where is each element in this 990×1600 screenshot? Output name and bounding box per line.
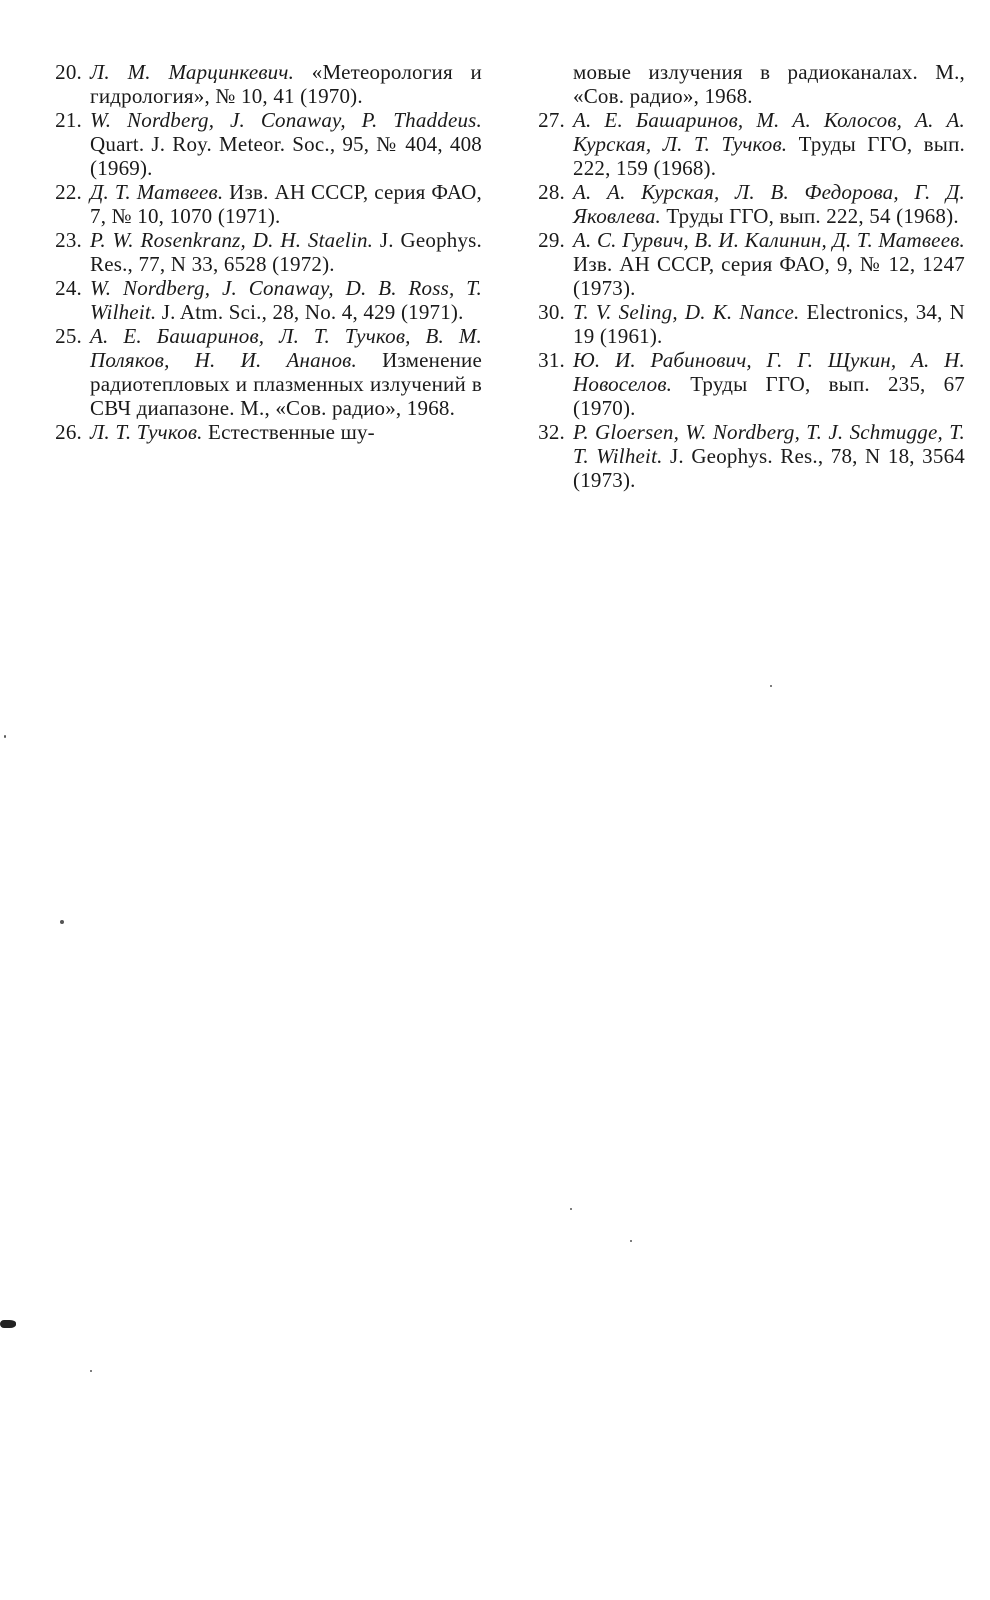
scan-speck — [0, 1320, 16, 1328]
reference-authors: Л. Т. Тучков. — [90, 420, 203, 444]
reference-29 — [523, 228, 965, 300]
reference-source: Quart. J. Roy. Meteor. Soc., 95, № 404, 408 (1969). — [90, 132, 482, 180]
reference-source: Естественные шу- — [202, 420, 375, 444]
reference-source: J. Geophys. Res., 78, N 18, 3564 (1973). — [573, 444, 965, 492]
reference-authors: T. V. Seling, D. K. Nance. — [573, 300, 800, 324]
reference-authors: P. W. Rosenkranz, D. H. Staelin. — [90, 228, 374, 252]
reference-number: 25. — [55, 324, 82, 348]
reference-source: Изв. АН СССР, серия ФАО, 9, № 12, 1247 (1973). — [573, 252, 965, 300]
reference-authors: W. Nordberg, J. Conaway, P. Thaddeus. — [90, 108, 482, 132]
scan-speck — [4, 735, 6, 738]
right-column — [523, 60, 965, 492]
reference-number: 21. — [55, 108, 82, 132]
scan-speck — [630, 1240, 632, 1242]
reference-27 — [523, 108, 965, 180]
scan-speck — [770, 685, 772, 687]
reference-source: Изменение радиотепловых и плазменных излучений в СВЧ диапазоне. М., «Сов. радио», 1968. — [90, 348, 482, 420]
reference-source: Electronics, 34, N 19 (1961). — [573, 300, 965, 348]
reference-31 — [523, 348, 965, 420]
reference-source: J. Atm. Sci., 28, No. 4, 429 (1971). — [156, 300, 464, 324]
reference-number: 23. — [55, 228, 82, 252]
reference-number: 32. — [538, 420, 565, 444]
reference-number: 27. — [538, 108, 565, 132]
scan-speck — [570, 1208, 572, 1210]
reference-21 — [40, 108, 482, 180]
reference-number: 20. — [55, 60, 82, 84]
reference-number: 29. — [538, 228, 565, 252]
reference-authors: А. Е. Башаринов, М. А. Колосов, А. А. Курская, Л. Т. Тучков. — [573, 108, 965, 156]
reference-source: «Метеорология и гидрология», № 10, 41 (1970). — [90, 60, 482, 108]
reference-authors: А. С. Гурвич, В. И. Калинин, Д. Т. Матвеев. — [573, 228, 965, 252]
left-column — [40, 60, 482, 444]
reference-source: Труды ГГО, вып. 235, 67 (1970). — [573, 372, 965, 420]
reference-authors: Ю. И. Рабинович, Г. Г. Щукин, А. Н. Новоселов. — [573, 348, 965, 396]
reference-authors: А. Е. Башаринов, Л. Т. Тучков, В. М. Поляков, Н. И. Ананов. — [90, 324, 482, 372]
scan-speck — [60, 920, 64, 924]
reference-authors: W. Nordberg, J. Conaway, D. B. Ross, T. Wilheit. — [90, 276, 482, 324]
reference-30 — [523, 300, 965, 348]
reference-number: 24. — [55, 276, 82, 300]
reference-28 — [523, 180, 965, 228]
reference-source: J. Geophys. Res., 77, N 33, 6528 (1972). — [90, 228, 482, 276]
reference-authors: Д. Т. Матвеев. — [90, 180, 224, 204]
reference-26 — [40, 420, 482, 444]
reference-number: 26. — [55, 420, 82, 444]
reference-23 — [40, 228, 482, 276]
reference-25 — [40, 324, 482, 420]
reference-26-continuation: мовые излучения в радиоканалах. М., «Сов. радио», 1968. — [573, 60, 965, 108]
reference-source: Труды ГГО, вып. 222, 159 (1968). — [573, 132, 965, 180]
reference-20 — [40, 60, 482, 108]
reference-32 — [523, 420, 965, 492]
scan-speck — [90, 1370, 92, 1372]
reference-source: Изв. АН СССР, серия ФАО, 7, № 10, 1070 (1971). — [90, 180, 482, 228]
reference-22 — [40, 180, 482, 228]
reference-number: 28. — [538, 180, 565, 204]
reference-number: 31. — [538, 348, 565, 372]
reference-source: Труды ГГО, вып. 222, 54 (1968). — [660, 204, 959, 228]
reference-number: 22. — [55, 180, 82, 204]
reference-authors: Л. М. Марцинкевич. — [90, 60, 295, 84]
reference-number: 30. — [538, 300, 565, 324]
reference-24 — [40, 276, 482, 324]
reference-authors: P. Gloersen, W. Nordberg, T. J. Schmugge, T. T. Wilheit. — [573, 420, 965, 468]
reference-authors: А. А. Курская, Л. В. Федорова, Г. Д. Яковлева. — [573, 180, 965, 228]
